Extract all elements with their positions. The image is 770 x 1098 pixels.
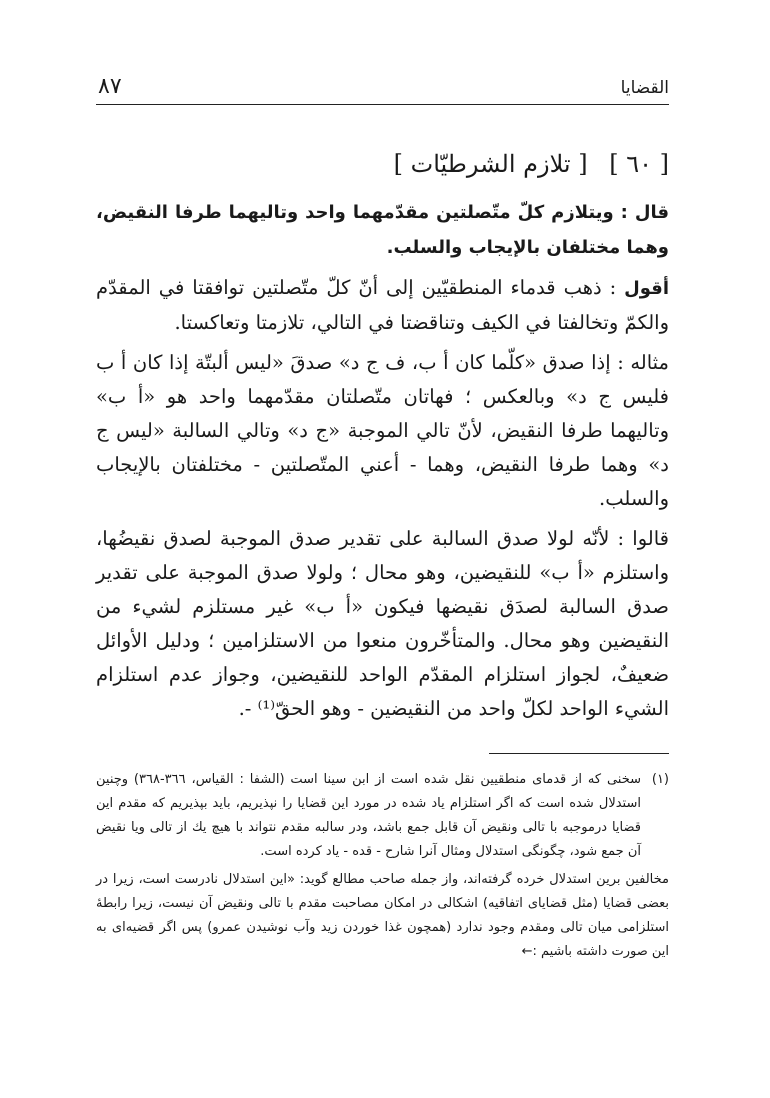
statement-text: : ويتلازم كلّ متّصلتين مقدّمهما واحد وتاليهما طرفا النقيض، وهما مختلفان بالإيجاب والسلب. xyxy=(96,202,669,258)
argument-paragraph: قالوا : لأنّه لولا صدق السالبة على تقدير صدق الموجبة لصدق نقيضُها، واستلزم «أ ب» للنقيضين، وهو محال ؛ ولولا صدق الموجبة على تقدير صدق السالبة لصدَق نقيضها فيكون «أ ب» غير مستلزم لشيء من النقيضين وهو محال. والمتأخّرون منعوا من الاستلزامين ؛ ودليل الأوائل ضعيفٌ، لجواز استلزام المقدّم الواحد للنقيضين، وجواز عدم استلزام الشيء الواحد لكلّ واحد من النقيضين - وهو الحقّ⁽¹⁾ -. xyxy=(96,527,669,720)
section-heading xyxy=(394,150,669,178)
lead-word-qala: قال xyxy=(634,202,669,223)
running-header xyxy=(96,72,669,105)
lead-word-aqulu: أقول xyxy=(624,278,669,299)
main-text xyxy=(96,195,669,726)
statement-paragraph xyxy=(96,195,669,265)
page-number: ٨٧ xyxy=(98,74,122,99)
example-paragraph: مثاله : إذا صدق «كلّما كان أ ب، ف ج د» صدقَ «ليس ألبتّة إذا كان أ ب فليس ج د» وبالعكس ؛ فهاتان متّصلتان مقدّمهما واحد هو «أ ب» وتاليهما طرفا النقيض، لأنّ تالي الموجبة «ج د» وتالي السالبة «ليس ج د» وهما طرفا النقيض، وهما - أعني المتّصلتين - مختلفتان بالإيجاب والسلب. xyxy=(96,351,669,510)
footnote-divider xyxy=(489,753,669,754)
footnote-marker: (١) xyxy=(651,772,669,787)
section-title: [ تلازم الشرطيّات ] xyxy=(393,150,588,178)
footnote-text: سخنى كه از قدماى منطقيين نقل شده است از ابن سينا است (الشفا : القياس، ٣٦٦-٣٦٨) وچنين استدلال شده است كه اگر استلزام ياد شده در مورد اين قضايا را نپذيريم، بايد بپذيريم كه مقدم اين قضايا درموجبه با تالى ونقيض آن قابل جمع باشد، ودر سالبه مقدم نتواند با هيچ يك از تالى ويا نقيض آن جمع شود، چگونگى استدلال ومثال آنرا شارح - قده - ياد كرده است. xyxy=(96,772,641,859)
book-page xyxy=(96,60,669,1070)
running-title: القضايا xyxy=(620,78,669,98)
section-number: [ ٦٠ ] xyxy=(609,150,669,178)
footnote-item xyxy=(96,768,669,864)
commentary-text: : ذهب قدماء المنطقيّين إلى أنّ كلّ متّصلتين توافقتا في المقدّم والكمّ وتخالفتا في الكيف وتناقضتا في التالي، تلازمتا وتعاكستا. xyxy=(96,276,669,334)
footnotes xyxy=(96,768,669,964)
footnote-continuation: مخالفين برين استدلال خرده گرفته‌اند، واز جمله صاحب مطالع گويد: «اين استدلال نادرست است، زيرا در بعضى قضايا (مثل قضاياى اتفاقيه) اشكالى در امكان مصاحبت مقدم با تالى ونقيض آن نيست، زيرا رابطهٔ استلزامى ميان تالى ومقدم وجود ندارد (همچون غذا خوردن زيد وآب نوشيدن عمرو) پس اگر قضيه‌اى به اين صورت داشته باشيم :← xyxy=(96,872,669,959)
commentary-paragraph xyxy=(96,271,669,340)
